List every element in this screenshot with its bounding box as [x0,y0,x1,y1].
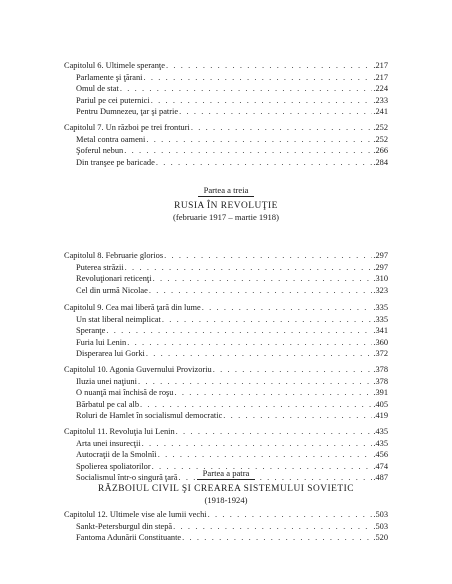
part-heading [64,463,388,505]
toc-entry-title: Roluri de Hamlet în socialismul democratic [76,411,223,420]
part-dates: (1918-1924) [204,495,248,505]
toc-entry-title: Şoferul nebun [76,146,124,155]
toc-entry-title: Furia lui Lenin [76,337,127,347]
dot-leader [146,348,373,360]
toc-chapter-entry[interactable] [64,122,388,134]
toc-page-number: .435 [373,438,388,448]
toc-entry-title: O nuanţă mai închisă de roşu [76,388,174,397]
toc-subentry[interactable] [64,106,388,118]
toc-page-number: .391 [373,388,388,397]
toc-entry-title: Spolierea spoliatorilor [76,461,151,471]
toc-entry-title: Bărbatul pe cal alb [76,399,140,409]
toc-entry-title: Capitolul 12. Ultimele vise ale lumii vechi [64,510,207,519]
toc-subentry[interactable] [64,325,388,337]
toc-page-number: .456 [373,450,388,459]
toc-subentry[interactable] [64,532,388,544]
toc-subentry[interactable] [64,314,388,326]
toc-chapter-entry[interactable] [64,302,388,314]
dot-leader [158,449,373,461]
part-label: Partea a patra [197,468,256,480]
toc-subentry[interactable] [64,438,388,450]
toc-page-number: .520 [373,533,388,542]
dot-leader [162,314,372,326]
toc-subentry[interactable] [64,387,388,399]
toc-page-number: .297 [373,251,388,260]
toc-entry-title: Fantoma Adunării Constituante [76,533,182,542]
toc-entry-title: Capitolul 10. Agonia Guvernului Provizoriu [64,365,212,374]
toc-entry-title: Capitolul 6. Ultimele speranţe [64,61,165,70]
dot-leader [153,273,373,285]
toc-page-number: .217 [373,72,388,82]
part-heading [64,180,388,222]
dot-leader [120,83,373,95]
toc-page-number: .323 [373,285,388,295]
toc-chapter-entry[interactable] [64,426,388,438]
toc-section [64,302,388,360]
toc-chapter-entry[interactable] [64,509,388,521]
dot-leader [223,410,372,422]
toc-subentry[interactable] [64,449,388,461]
toc-entry-title: Arta unei insurecţii [76,438,141,448]
toc-page-number: .297 [373,262,388,272]
toc-page-number: .224 [373,84,388,93]
toc-subentry[interactable] [64,399,388,411]
dot-leader [173,521,372,533]
part-dates: (februarie 1917 – martie 1918) [173,212,279,222]
toc-subentry[interactable] [64,134,388,146]
toc-chapter-entry[interactable] [64,60,388,72]
dot-leader [156,157,373,169]
dot-leader [213,364,373,376]
toc-entry-title: Capitolul 11. Revoluţia lui Lenin [64,427,175,436]
toc-section [64,122,388,168]
toc-page-number: .405 [373,399,388,409]
toc-page-number: .252 [373,134,388,144]
toc-subentry[interactable] [64,95,388,107]
toc-page-number: .435 [373,427,388,436]
toc-section [64,60,388,118]
toc-page-number: .503 [373,521,388,531]
dot-leader [146,134,372,146]
toc-subentry[interactable] [64,83,388,95]
toc-entry-title: Iluzia unei naţiuni [76,376,137,386]
toc-subentry[interactable] [64,348,388,360]
toc-page-number: .233 [373,95,388,105]
toc-section [64,364,388,422]
toc-subentry[interactable] [64,410,388,422]
toc-subentry[interactable] [64,145,388,157]
toc-entry-title: Disperarea lui Gorki [76,349,145,358]
part-label: Partea a treia [198,185,255,197]
toc-page-number: .335 [373,314,388,324]
toc-entry-title: Autocraţii de la Smolnîi [76,450,157,459]
toc-page-number: .419 [373,411,388,420]
toc-entry-title: Capitolul 9. Cea mai liberă ţară din lume [64,303,201,312]
toc-entry-title: Socialismul într-o singură ţară [76,473,178,482]
toc-subentry[interactable] [64,337,388,349]
dot-leader [140,399,372,411]
toc-page-number: .284 [373,157,388,167]
toc-entry-title: Un stat liberal neimplicat [76,314,161,324]
toc-page-number: .474 [373,461,388,471]
toc-page-number: .310 [373,274,388,283]
toc-subentry[interactable] [64,376,388,388]
dot-leader [124,145,372,157]
toc-entry-title: Cel din urmă Nicolae [76,285,148,295]
toc-section [64,509,388,544]
dot-leader [127,337,372,349]
dot-leader [106,325,372,337]
toc-page-number: .503 [373,510,388,519]
dot-leader [202,302,373,314]
toc-chapter-entry[interactable] [64,364,388,376]
toc-subentry[interactable] [64,72,388,84]
toc-page-number: .360 [373,337,388,347]
toc-entry-title: Omul de stat [76,84,119,93]
toc-entry-title: Parlamente şi ţărani [76,72,143,82]
toc-page-number: .372 [373,349,388,358]
toc-page-number: .487 [373,473,388,482]
dot-leader [179,106,372,118]
dot-leader [174,387,372,399]
dot-leader [176,426,373,438]
dot-leader [142,438,373,450]
part-title: RUSIA ÎN REVOLUŢIE [174,201,278,211]
dot-leader [166,60,372,72]
dot-leader [144,72,373,84]
dot-leader [182,532,372,544]
toc-entry-title: Metal contra oameni [76,134,146,144]
dot-leader [138,376,372,388]
toc-entry-title: Pariul pe cei puternici [76,95,150,105]
toc-entry-title: Revoluţionari reticenţi [76,274,152,283]
dot-leader [191,122,373,134]
dot-leader [208,509,373,521]
dot-leader [164,250,372,262]
toc-entry-title: Din tranşee pe baricade [76,157,155,167]
part-title: RĂZBOIUL CIVIL ŞI CREAREA SISTEMULUI SOVIETIC [98,484,354,494]
toc-page-number: .241 [373,107,388,116]
toc-entry-title: Capitolul 8. Februarie glorios [64,251,164,260]
dot-leader [149,285,372,297]
toc-entry-title: Pentru Dumnezeu, ţar şi patrie [76,107,179,116]
toc-chapter-entry[interactable] [64,250,388,262]
toc-entry-title: Capitolul 7. Un război pe trei fronturi [64,123,190,132]
toc-subentry[interactable] [64,262,388,274]
toc-page-number: .378 [373,376,388,386]
toc-page-number: .341 [373,326,388,335]
toc-subentry[interactable] [64,285,388,297]
toc-page-number: .252 [373,123,388,132]
toc-page-number: .217 [373,61,388,70]
toc-subentry[interactable] [64,157,388,169]
toc-section [64,250,388,296]
toc-entry-title: Speranţe [76,326,106,335]
dot-leader [125,262,373,274]
toc-page-number: .335 [373,303,388,312]
toc-page-number: .378 [373,365,388,374]
toc-entry-title: Puterea străzii [76,262,124,272]
toc-subentry[interactable] [64,521,388,533]
toc-subentry[interactable] [64,273,388,285]
dot-leader [151,95,373,107]
toc-entry-title: Sankt-Petersburgul din stepă [76,521,173,531]
toc-page-number: .266 [373,146,388,155]
